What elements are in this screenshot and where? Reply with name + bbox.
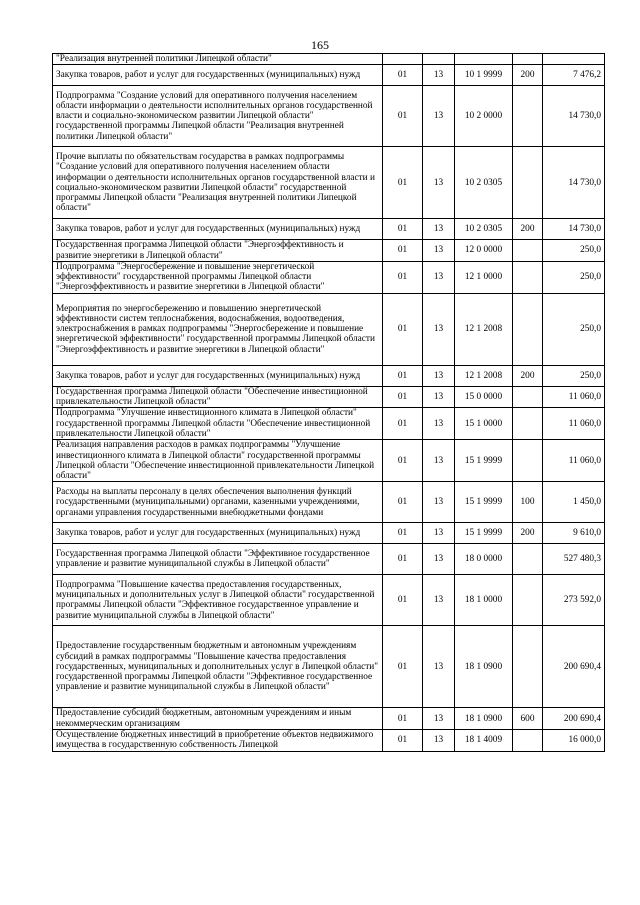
row-name: Закупка товаров, работ и услуг для государственных (муниципальных) нужд bbox=[53, 65, 383, 86]
row-ved-code: 01 bbox=[383, 147, 423, 219]
row-amount: 9 610,0 bbox=[543, 523, 605, 544]
row-expense-type-code bbox=[513, 147, 543, 219]
table-row bbox=[53, 293, 605, 365]
row-ved-code: 01 bbox=[383, 523, 423, 544]
row-target-code: 18 1 0900 bbox=[455, 708, 513, 730]
table-row bbox=[53, 544, 605, 575]
table-row bbox=[53, 240, 605, 262]
row-name: Подпрограмма "Создание условий для оперативного получения населением области информации о деятельности исполнительных органов государственной власти и социально-экономическом развитии Липецкой области" государственной программы Липецкой области "Реализация внутренней политики Липецкой области" bbox=[53, 86, 383, 147]
row-section-code: 13 bbox=[423, 730, 455, 752]
row-ved-code: 01 bbox=[383, 293, 423, 365]
row-expense-type-code bbox=[513, 54, 543, 65]
row-name: Предоставление субсидий бюджетным, автономным учреждениям и иным некоммерческим организациям bbox=[53, 708, 383, 730]
row-target-code: 10 2 0000 bbox=[455, 86, 513, 147]
row-target-code: 15 1 9999 bbox=[455, 523, 513, 544]
row-ved-code: 01 bbox=[383, 482, 423, 523]
row-ved-code: 01 bbox=[383, 575, 423, 626]
row-target-code: 18 1 0000 bbox=[455, 575, 513, 626]
row-ved-code: 01 bbox=[383, 626, 423, 708]
row-name: Государственная программа Липецкой области "Энергоэффективность и развитие энергетики в Липецкой области" bbox=[53, 240, 383, 262]
row-ved-code: 01 bbox=[383, 544, 423, 575]
row-expense-type-code bbox=[513, 575, 543, 626]
row-section-code: 13 bbox=[423, 523, 455, 544]
row-ved-code: 01 bbox=[383, 240, 423, 262]
row-amount: 273 592,0 bbox=[543, 575, 605, 626]
table-row bbox=[53, 261, 605, 293]
row-target-code bbox=[455, 54, 513, 65]
row-expense-type-code bbox=[513, 261, 543, 293]
row-target-code: 18 1 4009 bbox=[455, 730, 513, 752]
row-expense-type-code bbox=[513, 730, 543, 752]
row-amount: 11 060,0 bbox=[543, 440, 605, 482]
row-section-code: 13 bbox=[423, 482, 455, 523]
row-ved-code: 01 bbox=[383, 440, 423, 482]
row-name: "Реализация внутренней политики Липецкой области" bbox=[53, 54, 383, 65]
row-target-code: 10 2 0305 bbox=[455, 147, 513, 219]
row-amount: 1 450,0 bbox=[543, 482, 605, 523]
row-amount: 527 480,3 bbox=[543, 544, 605, 575]
row-name: Подпрограмма "Улучшение инвестиционного климата в Липецкой области" государственной программы Липецкой области "Обеспечение инвестиционной привлекательности Липецкой области" bbox=[53, 408, 383, 440]
row-amount: 14 730,0 bbox=[543, 147, 605, 219]
row-ved-code: 01 bbox=[383, 386, 423, 408]
row-amount: 11 060,0 bbox=[543, 386, 605, 408]
table-row bbox=[53, 54, 605, 65]
row-name: Закупка товаров, работ и услуг для государственных (муниципальных) нужд bbox=[53, 219, 383, 240]
row-expense-type-code bbox=[513, 386, 543, 408]
table-row bbox=[53, 523, 605, 544]
row-section-code: 13 bbox=[423, 65, 455, 86]
row-target-code: 12 1 2008 bbox=[455, 293, 513, 365]
row-section-code: 13 bbox=[423, 626, 455, 708]
row-ved-code: 01 bbox=[383, 219, 423, 240]
row-section-code bbox=[423, 54, 455, 65]
row-section-code: 13 bbox=[423, 86, 455, 147]
row-target-code: 15 1 9999 bbox=[455, 482, 513, 523]
table-row bbox=[53, 482, 605, 523]
row-expense-type-code bbox=[513, 544, 543, 575]
row-section-code: 13 bbox=[423, 408, 455, 440]
row-ved-code: 01 bbox=[383, 730, 423, 752]
row-expense-type-code bbox=[513, 293, 543, 365]
row-section-code: 13 bbox=[423, 365, 455, 386]
row-target-code: 12 1 0000 bbox=[455, 261, 513, 293]
page-number: 165 bbox=[311, 38, 329, 52]
row-amount: 14 730,0 bbox=[543, 86, 605, 147]
row-target-code: 10 2 0305 bbox=[455, 219, 513, 240]
row-name: Осуществление бюджетных инвестиций в приобретение объектов недвижимого имущества в государственную собственность Липецкой bbox=[53, 730, 383, 752]
row-amount: 7 476,2 bbox=[543, 65, 605, 86]
row-expense-type-code bbox=[513, 86, 543, 147]
row-amount bbox=[543, 54, 605, 65]
table-row bbox=[53, 408, 605, 440]
table-row bbox=[53, 575, 605, 626]
row-amount: 250,0 bbox=[543, 240, 605, 262]
row-name: Закупка товаров, работ и услуг для государственных (муниципальных) нужд bbox=[53, 523, 383, 544]
budget-table bbox=[52, 53, 605, 752]
table-row bbox=[53, 626, 605, 708]
row-expense-type-code: 200 bbox=[513, 523, 543, 544]
row-section-code: 13 bbox=[423, 575, 455, 626]
table-row bbox=[53, 386, 605, 408]
row-ved-code: 01 bbox=[383, 261, 423, 293]
row-expense-type-code bbox=[513, 440, 543, 482]
row-section-code: 13 bbox=[423, 261, 455, 293]
table-row bbox=[53, 219, 605, 240]
row-name: Подпрограмма "Энергосбережение и повышение энергетической эффективности" государственной программы Липецкой области "Энергоэффективность и развитие энергетики в Липецкой области" bbox=[53, 261, 383, 293]
row-expense-type-code: 200 bbox=[513, 219, 543, 240]
row-target-code: 18 1 0900 bbox=[455, 626, 513, 708]
row-section-code: 13 bbox=[423, 219, 455, 240]
row-section-code: 13 bbox=[423, 147, 455, 219]
row-amount: 200 690,4 bbox=[543, 708, 605, 730]
row-target-code: 10 1 9999 bbox=[455, 65, 513, 86]
row-amount: 250,0 bbox=[543, 365, 605, 386]
row-expense-type-code bbox=[513, 626, 543, 708]
row-amount: 250,0 bbox=[543, 293, 605, 365]
budget-table-body bbox=[53, 54, 605, 752]
row-section-code: 13 bbox=[423, 440, 455, 482]
row-name: Реализация направления расходов в рамках подпрограммы "Улучшение инвестиционного климата в Липецкой области" государственной программы Липецкой области "Обеспечение инвестиционной привлекательности Липецкой области" bbox=[53, 440, 383, 482]
table-row bbox=[53, 65, 605, 86]
row-name: Мероприятия по энергосбережению и повышению энергетической эффективности систем теплоснабжения, водоснабжения, водоотведения, электроснабжения в рамках подпрограммы "Энергосбережение и повышение энергетической эффективности" государственной программы Липецкой области "Энергоэффективность и развитие энергетики в Липецкой области" bbox=[53, 293, 383, 365]
row-ved-code bbox=[383, 54, 423, 65]
row-ved-code: 01 bbox=[383, 408, 423, 440]
row-name: Прочие выплаты по обязательствам государства в рамках подпрограммы "Создание условий для оперативного получения населением области информации о деятельности исполнительных органов государственной власти и социально-экономическом развитии Липецкой области" государственной программы Липецкой области "Реализация внутренней политики Липецкой области" bbox=[53, 147, 383, 219]
row-name: Государственная программа Липецкой области "Обеспечение инвестиционной привлекательности Липецкой области" bbox=[53, 386, 383, 408]
row-ved-code: 01 bbox=[383, 65, 423, 86]
table-row bbox=[53, 86, 605, 147]
row-name: Закупка товаров, работ и услуг для государственных (муниципальных) нужд bbox=[53, 365, 383, 386]
row-name: Подпрограмма "Повышение качества предоставления государственных, муниципальных и дополнительных услуг в Липецкой области" государственной программы Липецкой области "Эффективное государственное управление и развитие муниципальной службы в Липецкой области" bbox=[53, 575, 383, 626]
row-section-code: 13 bbox=[423, 293, 455, 365]
row-expense-type-code: 200 bbox=[513, 365, 543, 386]
row-name: Государственная программа Липецкой области "Эффективное государственное управление и развитие муниципальной службы в Липецкой области" bbox=[53, 544, 383, 575]
row-amount: 200 690,4 bbox=[543, 626, 605, 708]
row-section-code: 13 bbox=[423, 544, 455, 575]
row-expense-type-code: 600 bbox=[513, 708, 543, 730]
row-amount: 250,0 bbox=[543, 261, 605, 293]
table-row bbox=[53, 440, 605, 482]
row-amount: 11 060,0 bbox=[543, 408, 605, 440]
table-row bbox=[53, 730, 605, 752]
row-ved-code: 01 bbox=[383, 86, 423, 147]
row-ved-code: 01 bbox=[383, 365, 423, 386]
row-amount: 16 000,0 bbox=[543, 730, 605, 752]
table-row bbox=[53, 365, 605, 386]
row-expense-type-code: 200 bbox=[513, 65, 543, 86]
row-expense-type-code bbox=[513, 240, 543, 262]
row-section-code: 13 bbox=[423, 708, 455, 730]
table-row bbox=[53, 708, 605, 730]
row-target-code: 15 1 0000 bbox=[455, 408, 513, 440]
row-target-code: 12 1 2008 bbox=[455, 365, 513, 386]
row-target-code: 12 0 0000 bbox=[455, 240, 513, 262]
row-name: Расходы на выплаты персоналу в целях обеспечения выполнения функций государственными (муниципальными) органами, казенными учреждениями, органами управления государственными внебюджетными фондами bbox=[53, 482, 383, 523]
table-row bbox=[53, 147, 605, 219]
row-ved-code: 01 bbox=[383, 708, 423, 730]
row-section-code: 13 bbox=[423, 240, 455, 262]
row-name: Предоставление государственным бюджетным и автономным учреждениям субсидий в рамках подпрограммы "Повышение качества предоставления государственных, муниципальных и дополнительных услуг в Липецкой области" государственной программы Липецкой области "Эффективное государственное управление и развитие муниципальной службы в Липецкой области" bbox=[53, 626, 383, 708]
row-expense-type-code: 100 bbox=[513, 482, 543, 523]
row-section-code: 13 bbox=[423, 386, 455, 408]
row-target-code: 18 0 0000 bbox=[455, 544, 513, 575]
row-target-code: 15 1 9999 bbox=[455, 440, 513, 482]
row-expense-type-code bbox=[513, 408, 543, 440]
row-target-code: 15 0 0000 bbox=[455, 386, 513, 408]
row-amount: 14 730,0 bbox=[543, 219, 605, 240]
